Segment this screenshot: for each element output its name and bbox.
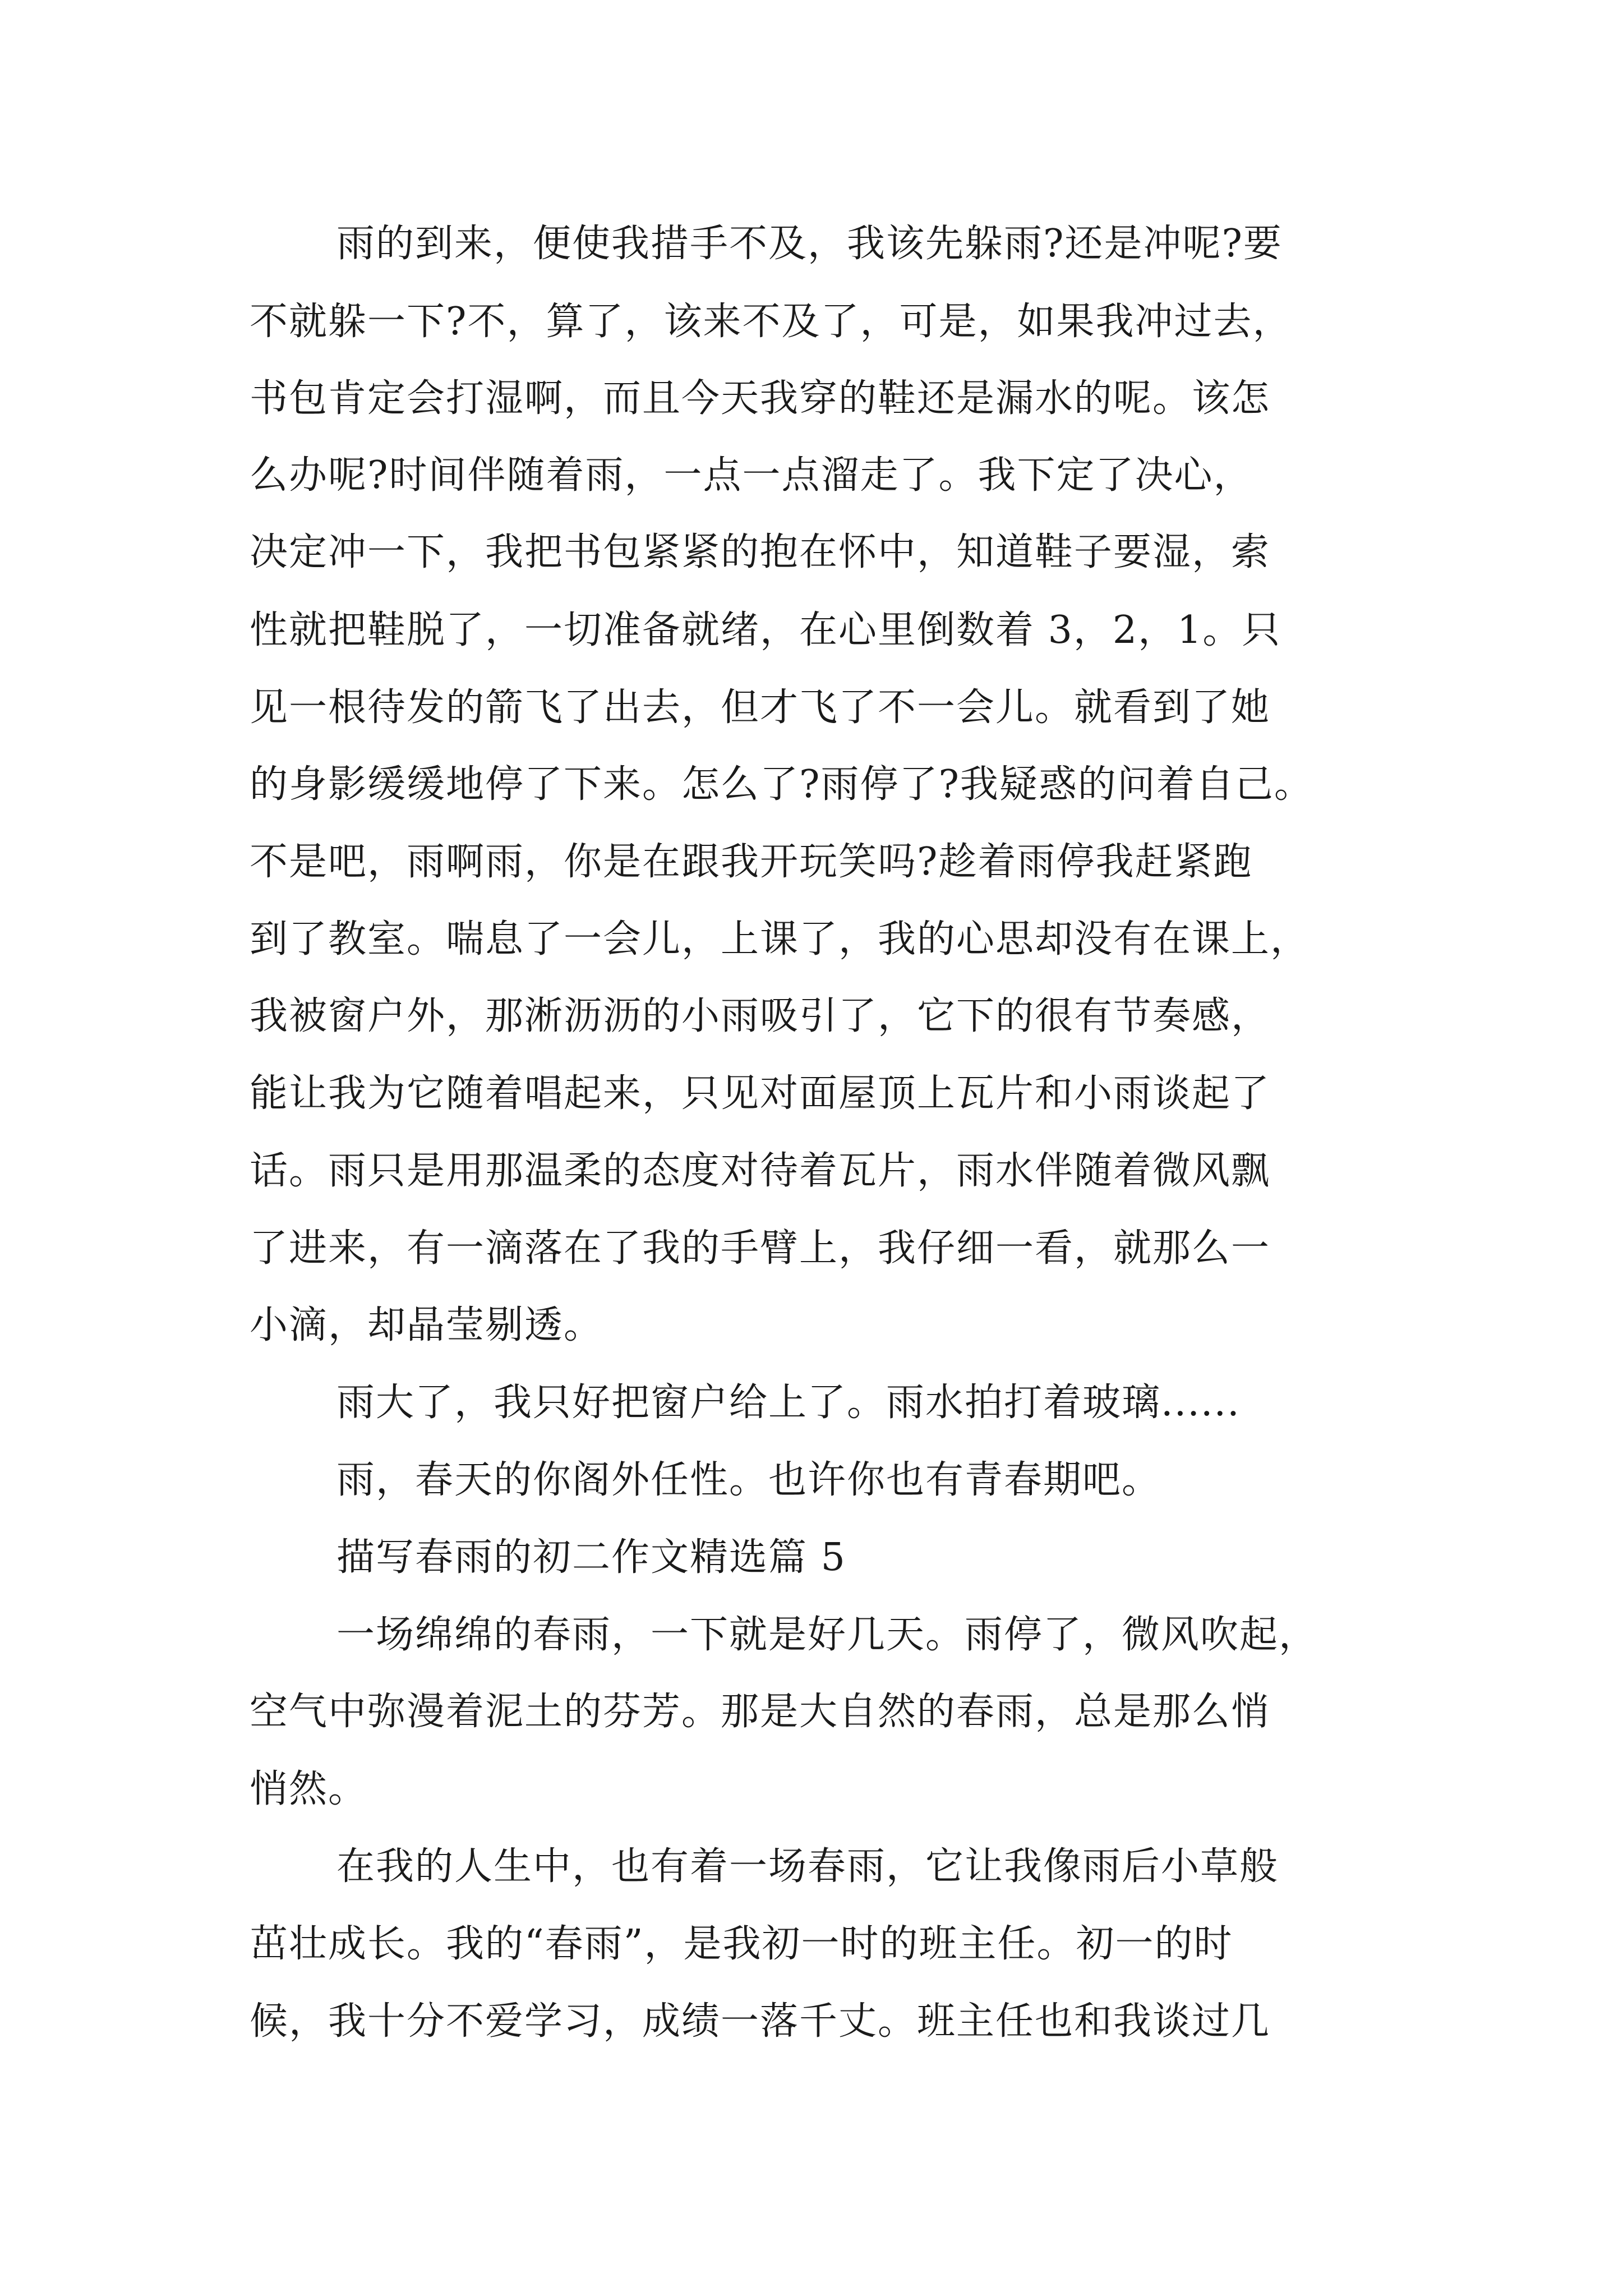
text-line: 一场绵绵的春雨，一下就是好几天。雨停了，微风吹起， [336, 1613, 1318, 1657]
text-line: 在我的人生中，也有着一场春雨，它让我像雨后小草般 [336, 1844, 1279, 1889]
text-line: 悄然。 [250, 1767, 368, 1811]
text-line: 雨的到来，便使我措手不及，我该先躲雨?还是冲呢?要 [336, 222, 1283, 266]
text-line: 雨大了，我只好把窗户给上了。雨水拍打着玻璃...... [336, 1381, 1241, 1425]
text-line: 茁壮成长。我的“春雨”，是我初一时的班主任。初一的时 [250, 1922, 1233, 1966]
text-line: 空气中弥漫着泥土的芬芳。那是大自然的春雨，总是那么悄 [250, 1690, 1271, 1734]
text-line: 不就躲一下?不，算了，该来不及了，可是，如果我冲过去， [250, 300, 1292, 344]
text-line: 话。雨只是用那温柔的态度对待着瓦片，雨水伴随着微风飘 [250, 1149, 1271, 1193]
text-line: 么办呢?时间伴随着雨，一点一点溜走了。我下定了决心， [250, 453, 1253, 498]
text-line: 见一根待发的箭飞了出去，但才飞了不一会儿。就看到了她 [250, 685, 1271, 730]
text-line: 能让我为它随着唱起来，只见对面屋顶上瓦片和小雨谈起了 [250, 1071, 1271, 1116]
text-line: 性就把鞋脱了，一切准备就绪，在心里倒数着 3，2，1。只 [250, 608, 1281, 652]
text-line: 我被窗户外，那淅沥沥的小雨吸引了，它下的很有节奏感， [250, 994, 1271, 1038]
section-heading: 描写春雨的初二作文精选篇 5 [336, 1535, 846, 1580]
text-line: 雨，春天的你阁外任性。也许你也有青春期吧。 [336, 1458, 1161, 1502]
text-line: 到了教室。喘息了一会儿，上课了，我的心思却没有在课上， [250, 917, 1310, 961]
text-line: 了进来，有一滴落在了我的手臂上，我仔细一看，就那么一 [250, 1226, 1271, 1271]
text-line: 小滴，却晶莹剔透。 [250, 1303, 603, 1347]
text-line: 决定冲一下，我把书包紧紧的抱在怀中，知道鞋子要湿，索 [250, 530, 1271, 574]
text-line: 书包肯定会打湿啊，而且今天我穿的鞋还是漏水的呢。该怎 [250, 376, 1271, 421]
text-line: 的身影缓缓地停了下来。怎么了?雨停了?我疑惑的问着自己。 [250, 762, 1313, 807]
text-line: 不是吧，雨啊雨，你是在跟我开玩笑吗?趁着雨停我赶紧跑 [250, 840, 1253, 884]
text-line: 候，我十分不爱学习，成绩一落千丈。班主任也和我谈过几 [250, 1999, 1271, 2044]
